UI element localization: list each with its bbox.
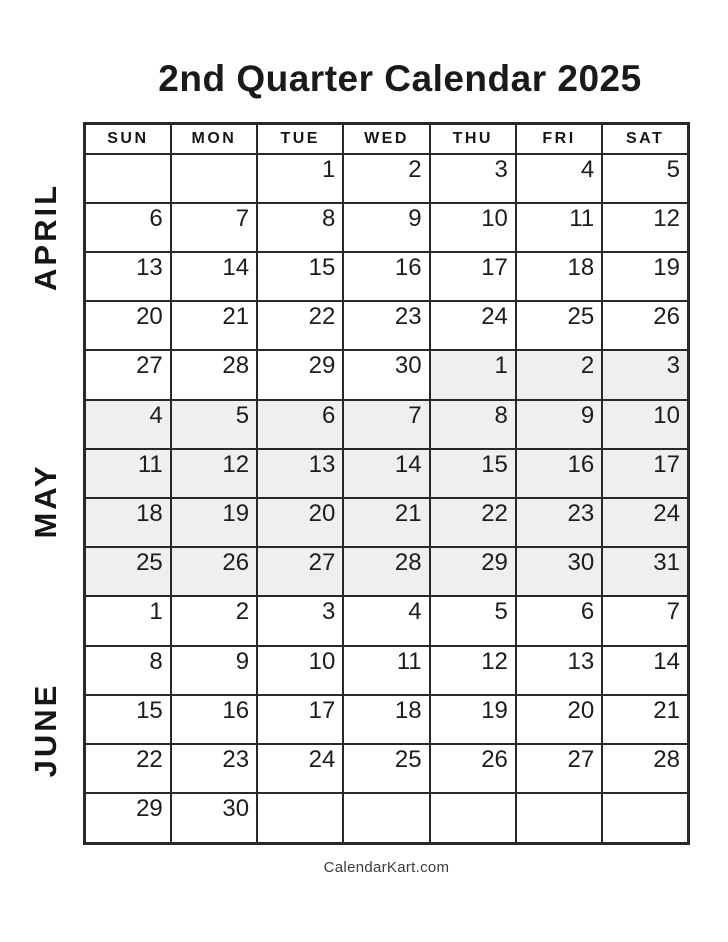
- day-cell-april-29[interactable]: 29: [257, 350, 343, 399]
- day-cell-june-19[interactable]: 19: [430, 695, 516, 744]
- day-cell-june-3[interactable]: 3: [257, 596, 343, 645]
- day-cell-may-30[interactable]: 30: [516, 547, 602, 596]
- day-cell-june-13[interactable]: 13: [516, 646, 602, 695]
- day-cell-may-5[interactable]: 5: [171, 400, 257, 449]
- day-cell-april-5[interactable]: 5: [602, 154, 688, 203]
- day-cell-may-1[interactable]: 1: [430, 350, 516, 399]
- day-cell-may-16[interactable]: 16: [516, 449, 602, 498]
- day-cell-april-28[interactable]: 28: [171, 350, 257, 399]
- day-cell-june-9[interactable]: 9: [171, 646, 257, 695]
- day-cell-may-12[interactable]: 12: [171, 449, 257, 498]
- week-row: [85, 301, 689, 350]
- day-cell-may-18[interactable]: 18: [85, 498, 171, 547]
- day-cell-june-4[interactable]: 4: [343, 596, 429, 645]
- day-cell-june-11[interactable]: 11: [343, 646, 429, 695]
- day-cell-june-27[interactable]: 27: [516, 744, 602, 793]
- day-cell-april-15[interactable]: 15: [257, 252, 343, 301]
- day-cell-april-2[interactable]: 2: [343, 154, 429, 203]
- day-cell-may-13[interactable]: 13: [257, 449, 343, 498]
- day-cell-june-1[interactable]: 1: [85, 596, 171, 645]
- day-cell-may-21[interactable]: 21: [343, 498, 429, 547]
- day-cell-april-10[interactable]: 10: [430, 203, 516, 252]
- day-cell-june-15[interactable]: 15: [85, 695, 171, 744]
- day-cell-june-22[interactable]: 22: [85, 744, 171, 793]
- day-cell-may-24[interactable]: 24: [602, 498, 688, 547]
- empty-day-cell: [257, 793, 343, 843]
- day-cell-may-27[interactable]: 27: [257, 547, 343, 596]
- day-cell-june-12[interactable]: 12: [430, 646, 516, 695]
- day-cell-april-21[interactable]: 21: [171, 301, 257, 350]
- day-cell-june-29[interactable]: 29: [85, 793, 171, 843]
- day-cell-may-4[interactable]: 4: [85, 400, 171, 449]
- day-cell-may-7[interactable]: 7: [343, 400, 429, 449]
- calendar-body: [85, 154, 689, 844]
- empty-day-cell: [171, 154, 257, 203]
- day-cell-may-3[interactable]: 3: [602, 350, 688, 399]
- day-cell-april-7[interactable]: 7: [171, 203, 257, 252]
- weekday-header: [85, 124, 689, 154]
- day-cell-june-30[interactable]: 30: [171, 793, 257, 843]
- day-cell-may-6[interactable]: 6: [257, 400, 343, 449]
- week-row: [85, 646, 689, 695]
- weekday-header-row: [85, 124, 689, 154]
- day-cell-june-7[interactable]: 7: [602, 596, 688, 645]
- footer-site-name: CalendarKart.com: [323, 859, 450, 876]
- month-label-june: JUNE: [28, 682, 63, 778]
- day-cell-april-26[interactable]: 26: [602, 301, 688, 350]
- day-cell-may-9[interactable]: 9: [516, 400, 602, 449]
- day-cell-may-25[interactable]: 25: [85, 547, 171, 596]
- day-cell-june-2[interactable]: 2: [171, 596, 257, 645]
- day-cell-april-9[interactable]: 9: [343, 203, 429, 252]
- day-cell-may-15[interactable]: 15: [430, 449, 516, 498]
- weekday-header-wed: WED: [343, 124, 429, 154]
- day-cell-june-21[interactable]: 21: [602, 695, 688, 744]
- day-cell-may-8[interactable]: 8: [430, 400, 516, 449]
- empty-day-cell: [343, 793, 429, 843]
- day-cell-april-22[interactable]: 22: [257, 301, 343, 350]
- day-cell-april-24[interactable]: 24: [430, 301, 516, 350]
- day-cell-april-18[interactable]: 18: [516, 252, 602, 301]
- day-cell-april-19[interactable]: 19: [602, 252, 688, 301]
- week-row: [85, 203, 689, 252]
- day-cell-june-18[interactable]: 18: [343, 695, 429, 744]
- day-cell-may-22[interactable]: 22: [430, 498, 516, 547]
- day-cell-june-25[interactable]: 25: [343, 744, 429, 793]
- day-cell-may-23[interactable]: 23: [516, 498, 602, 547]
- month-label-may: MAY: [28, 463, 63, 539]
- day-cell-april-8[interactable]: 8: [257, 203, 343, 252]
- day-cell-april-4[interactable]: 4: [516, 154, 602, 203]
- week-row: [85, 793, 689, 843]
- week-row: [85, 154, 689, 203]
- day-cell-april-6[interactable]: 6: [85, 203, 171, 252]
- day-cell-may-10[interactable]: 10: [602, 400, 688, 449]
- week-row: [85, 547, 689, 596]
- weekday-header-fri: FRI: [516, 124, 602, 154]
- day-cell-april-25[interactable]: 25: [516, 301, 602, 350]
- empty-day-cell: [602, 793, 688, 843]
- day-cell-may-28[interactable]: 28: [343, 547, 429, 596]
- day-cell-may-26[interactable]: 26: [171, 547, 257, 596]
- empty-day-cell: [430, 793, 516, 843]
- day-cell-june-10[interactable]: 10: [257, 646, 343, 695]
- week-row: [85, 596, 689, 645]
- week-row: [85, 350, 689, 399]
- day-cell-april-30[interactable]: 30: [343, 350, 429, 399]
- day-cell-may-31[interactable]: 31: [602, 547, 688, 596]
- weekday-header-tue: TUE: [257, 124, 343, 154]
- week-row: [85, 449, 689, 498]
- day-cell-april-17[interactable]: 17: [430, 252, 516, 301]
- day-cell-june-16[interactable]: 16: [171, 695, 257, 744]
- day-cell-april-27[interactable]: 27: [85, 350, 171, 399]
- week-row: [85, 252, 689, 301]
- calendar-grid: [83, 122, 690, 845]
- day-cell-june-26[interactable]: 26: [430, 744, 516, 793]
- week-row: [85, 744, 689, 793]
- day-cell-may-29[interactable]: 29: [430, 547, 516, 596]
- week-row: [85, 400, 689, 449]
- day-cell-may-2[interactable]: 2: [516, 350, 602, 399]
- day-cell-may-14[interactable]: 14: [343, 449, 429, 498]
- day-cell-june-6[interactable]: 6: [516, 596, 602, 645]
- day-cell-may-20[interactable]: 20: [257, 498, 343, 547]
- week-row: [85, 695, 689, 744]
- day-cell-april-13[interactable]: 13: [85, 252, 171, 301]
- day-cell-june-14[interactable]: 14: [602, 646, 688, 695]
- weekday-header-mon: MON: [171, 124, 257, 154]
- empty-day-cell: [516, 793, 602, 843]
- day-cell-april-23[interactable]: 23: [343, 301, 429, 350]
- day-cell-april-11[interactable]: 11: [516, 203, 602, 252]
- day-cell-june-23[interactable]: 23: [171, 744, 257, 793]
- day-cell-june-20[interactable]: 20: [516, 695, 602, 744]
- day-cell-june-8[interactable]: 8: [85, 646, 171, 695]
- day-cell-may-19[interactable]: 19: [171, 498, 257, 547]
- weekday-header-sun: SUN: [85, 124, 171, 154]
- day-cell-june-17[interactable]: 17: [257, 695, 343, 744]
- day-cell-april-14[interactable]: 14: [171, 252, 257, 301]
- day-cell-april-3[interactable]: 3: [430, 154, 516, 203]
- empty-day-cell: [85, 154, 171, 203]
- weekday-header-sat: SAT: [602, 124, 688, 154]
- day-cell-april-20[interactable]: 20: [85, 301, 171, 350]
- day-cell-may-11[interactable]: 11: [85, 449, 171, 498]
- day-cell-april-1[interactable]: 1: [257, 154, 343, 203]
- day-cell-april-12[interactable]: 12: [602, 203, 688, 252]
- day-cell-june-5[interactable]: 5: [430, 596, 516, 645]
- day-cell-june-24[interactable]: 24: [257, 744, 343, 793]
- day-cell-may-17[interactable]: 17: [602, 449, 688, 498]
- week-row: [85, 498, 689, 547]
- day-cell-april-16[interactable]: 16: [343, 252, 429, 301]
- month-label-april: APRIL: [28, 183, 63, 291]
- weekday-header-thu: THU: [430, 124, 516, 154]
- page-title: 2nd Quarter Calendar 2025: [158, 58, 642, 99]
- day-cell-june-28[interactable]: 28: [602, 744, 688, 793]
